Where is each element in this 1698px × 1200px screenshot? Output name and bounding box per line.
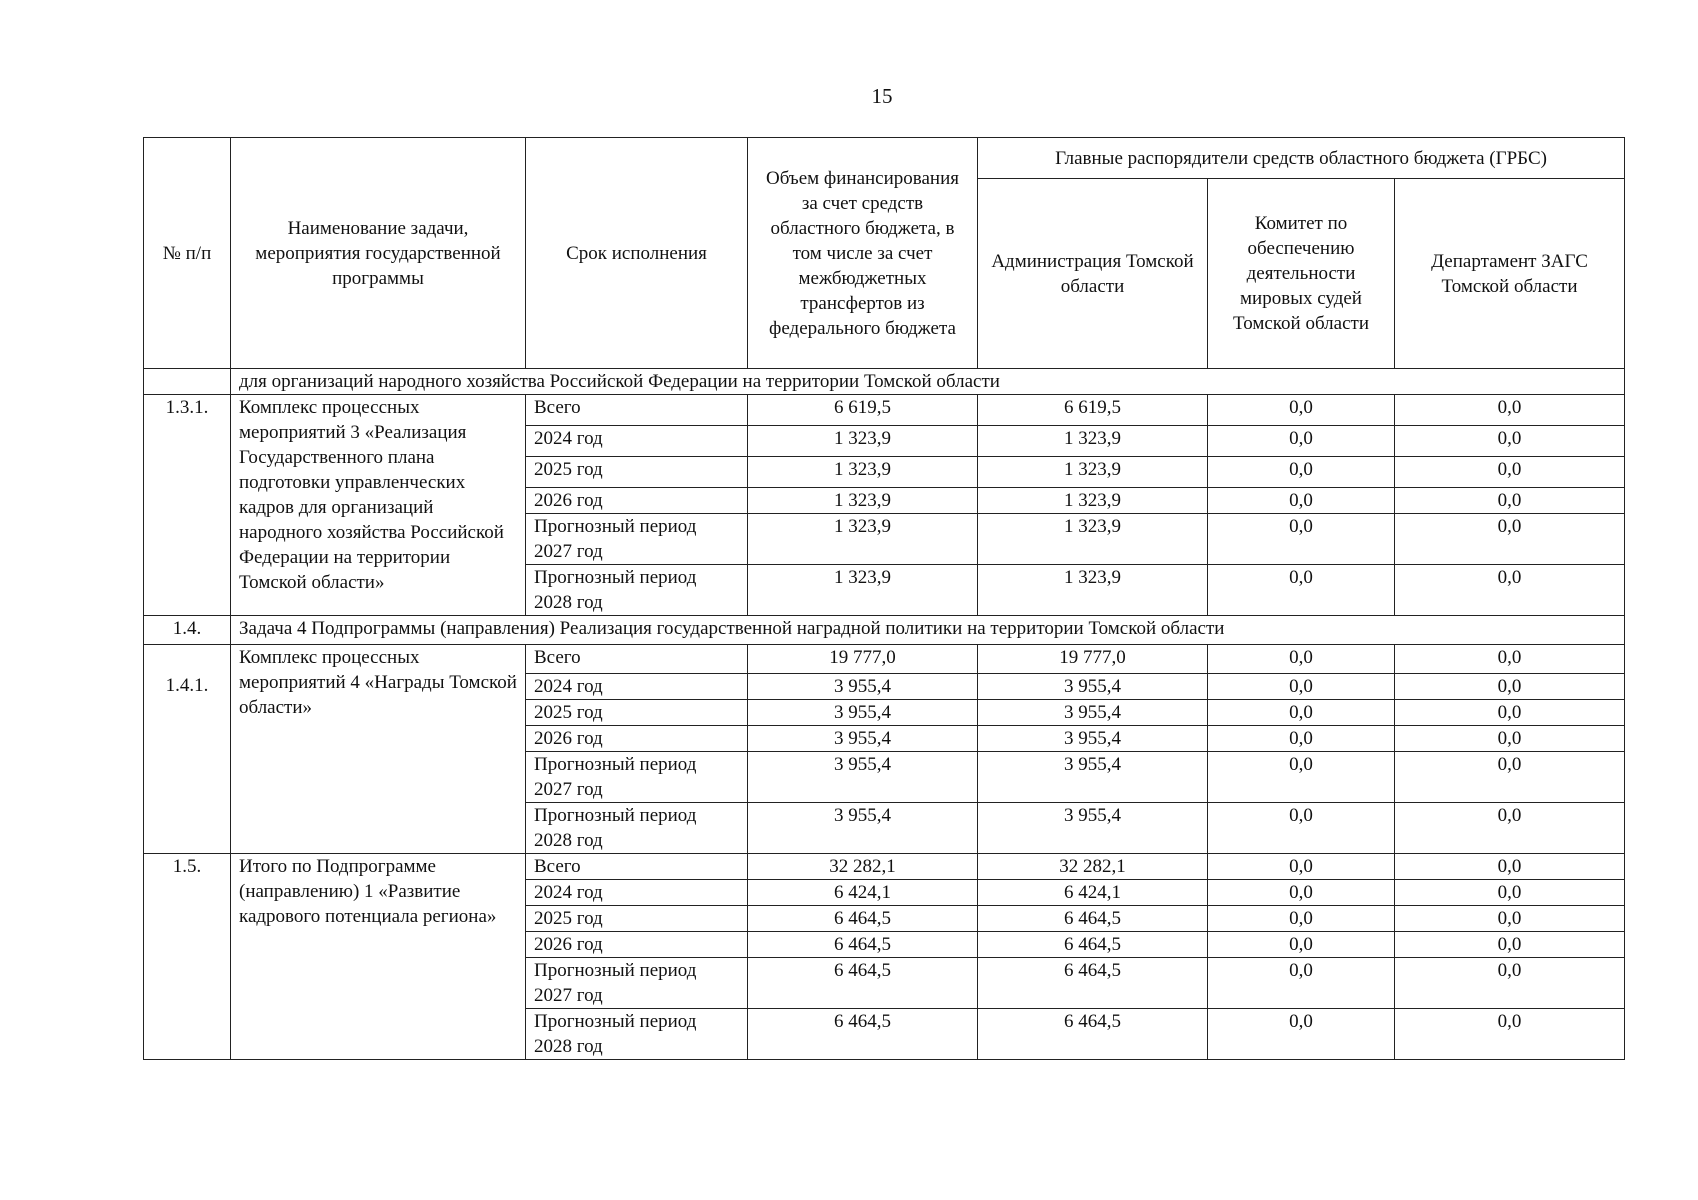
volume-cell: 6 619,5 (748, 395, 978, 426)
committee-cell: 0,0 (1208, 752, 1395, 803)
admin-cell: 1 323,9 (978, 514, 1208, 565)
volume-cell: 6 424,1 (748, 880, 978, 906)
term-cell: Прогнозный период 2027 год (526, 958, 748, 1009)
admin-cell: 6 464,5 (978, 932, 1208, 958)
page-number: 15 (871, 84, 893, 108)
activity-name: Комплекс процессных мероприятий 4 «Награды Томской области» (231, 645, 526, 854)
volume-cell: 1 323,9 (748, 426, 978, 457)
term-cell: Всего (526, 645, 748, 674)
zags-cell: 0,0 (1395, 488, 1625, 514)
admin-cell: 6 464,5 (978, 1009, 1208, 1060)
zags-cell: 0,0 (1395, 752, 1625, 803)
activity-name: Комплекс процессных мероприятий 3 «Реализация Государственного плана подготовки управленческих кадров для организаций народного хозяйства Российской Федерации на территории Томской области» (231, 395, 526, 616)
header-grbs: Главные распорядители средств областного бюджета (ГРБС) (978, 138, 1625, 179)
zags-cell: 0,0 (1395, 958, 1625, 1009)
volume-cell: 6 464,5 (748, 906, 978, 932)
row-number: 1.3.1. (144, 395, 231, 616)
row-number: 1.5. (144, 854, 231, 1060)
volume-cell: 3 955,4 (748, 700, 978, 726)
volume-cell: 1 323,9 (748, 565, 978, 616)
term-cell: Прогнозный период 2028 год (526, 1009, 748, 1060)
table-row (144, 854, 1625, 880)
term-cell: 2025 год (526, 457, 748, 488)
zags-cell: 0,0 (1395, 880, 1625, 906)
committee-cell: 0,0 (1208, 645, 1395, 674)
admin-cell: 6 424,1 (978, 880, 1208, 906)
committee-cell: 0,0 (1208, 457, 1395, 488)
zags-cell: 0,0 (1395, 565, 1625, 616)
term-cell: Всего (526, 854, 748, 880)
committee-cell: 0,0 (1208, 958, 1395, 1009)
committee-cell: 0,0 (1208, 514, 1395, 565)
zags-cell: 0,0 (1395, 645, 1625, 674)
committee-cell: 0,0 (1208, 932, 1395, 958)
header-admin: Администрация Томской области (978, 179, 1208, 369)
term-cell: Всего (526, 395, 748, 426)
task-text: Задача 4 Подпрограммы (направления) Реализация государственной наградной политики на территории Томской области (231, 616, 1625, 645)
committee-cell: 0,0 (1208, 906, 1395, 932)
volume-cell: 6 464,5 (748, 1009, 978, 1060)
term-cell: 2026 год (526, 726, 748, 752)
activity-name: Итого по Подпрограмме (направлению) 1 «Развитие кадрового потенциала региона» (231, 854, 526, 1060)
admin-cell: 3 955,4 (978, 700, 1208, 726)
volume-cell: 6 464,5 (748, 958, 978, 1009)
header-row (144, 138, 1625, 179)
header-term: Срок исполнения (526, 138, 748, 369)
admin-cell: 32 282,1 (978, 854, 1208, 880)
term-cell: Прогнозный период 2028 год (526, 565, 748, 616)
committee-cell: 0,0 (1208, 395, 1395, 426)
admin-cell: 3 955,4 (978, 803, 1208, 854)
continuation-text: для организаций народного хозяйства Российской Федерации на территории Томской области (231, 369, 1625, 395)
admin-cell: 6 464,5 (978, 958, 1208, 1009)
budget-table (143, 137, 1625, 1060)
admin-cell: 1 323,9 (978, 457, 1208, 488)
volume-cell: 3 955,4 (748, 726, 978, 752)
admin-cell: 6 464,5 (978, 906, 1208, 932)
admin-cell: 6 619,5 (978, 395, 1208, 426)
header-zags: Департамент ЗАГС Томской области (1395, 179, 1625, 369)
volume-cell: 1 323,9 (748, 514, 978, 565)
volume-cell: 19 777,0 (748, 645, 978, 674)
zags-cell: 0,0 (1395, 426, 1625, 457)
zags-cell: 0,0 (1395, 395, 1625, 426)
term-cell: 2024 год (526, 426, 748, 457)
term-cell: Прогнозный период 2027 год (526, 752, 748, 803)
admin-cell: 1 323,9 (978, 565, 1208, 616)
task-row (144, 616, 1625, 645)
term-cell: Прогнозный период 2027 год (526, 514, 748, 565)
committee-cell: 0,0 (1208, 803, 1395, 854)
row-number: 1.4.1. (144, 645, 231, 854)
admin-cell: 1 323,9 (978, 488, 1208, 514)
zags-cell: 0,0 (1395, 932, 1625, 958)
committee-cell: 0,0 (1208, 488, 1395, 514)
volume-cell: 32 282,1 (748, 854, 978, 880)
volume-cell: 1 323,9 (748, 457, 978, 488)
volume-cell: 3 955,4 (748, 752, 978, 803)
table-row (144, 645, 1625, 674)
volume-cell: 1 323,9 (748, 488, 978, 514)
zags-cell: 0,0 (1395, 854, 1625, 880)
zags-cell: 0,0 (1395, 700, 1625, 726)
committee-cell: 0,0 (1208, 726, 1395, 752)
zags-cell: 0,0 (1395, 674, 1625, 700)
task-number: 1.4. (144, 616, 231, 645)
committee-cell: 0,0 (1208, 426, 1395, 457)
committee-cell: 0,0 (1208, 700, 1395, 726)
term-cell: Прогнозный период 2028 год (526, 803, 748, 854)
zags-cell: 0,0 (1395, 1009, 1625, 1060)
committee-cell: 0,0 (1208, 565, 1395, 616)
term-cell: 2026 год (526, 488, 748, 514)
term-cell: 2024 год (526, 880, 748, 906)
admin-cell: 3 955,4 (978, 674, 1208, 700)
continuation-num-cell (144, 369, 231, 395)
admin-cell: 3 955,4 (978, 752, 1208, 803)
header-committee: Комитет по обеспечению деятельности мировых судей Томской области (1208, 179, 1395, 369)
continuation-row (144, 369, 1625, 395)
zags-cell: 0,0 (1395, 726, 1625, 752)
admin-cell: 19 777,0 (978, 645, 1208, 674)
header-name: Наименование задачи, мероприятия государственной программы (231, 138, 526, 369)
admin-cell: 1 323,9 (978, 426, 1208, 457)
zags-cell: 0,0 (1395, 803, 1625, 854)
zags-cell: 0,0 (1395, 457, 1625, 488)
zags-cell: 0,0 (1395, 514, 1625, 565)
committee-cell: 0,0 (1208, 880, 1395, 906)
header-num: № п/п (144, 138, 231, 369)
admin-cell: 3 955,4 (978, 726, 1208, 752)
table-row (144, 395, 1625, 426)
committee-cell: 0,0 (1208, 854, 1395, 880)
committee-cell: 0,0 (1208, 1009, 1395, 1060)
term-cell: 2026 год (526, 932, 748, 958)
term-cell: 2025 год (526, 700, 748, 726)
header-volume: Объем финансирования за счет средств областного бюджета, в том числе за счет межбюджетных трансфертов из федерального бюджета (748, 138, 978, 369)
term-cell: 2024 год (526, 674, 748, 700)
term-cell: 2025 год (526, 906, 748, 932)
zags-cell: 0,0 (1395, 906, 1625, 932)
volume-cell: 3 955,4 (748, 803, 978, 854)
volume-cell: 6 464,5 (748, 932, 978, 958)
volume-cell: 3 955,4 (748, 674, 978, 700)
committee-cell: 0,0 (1208, 674, 1395, 700)
